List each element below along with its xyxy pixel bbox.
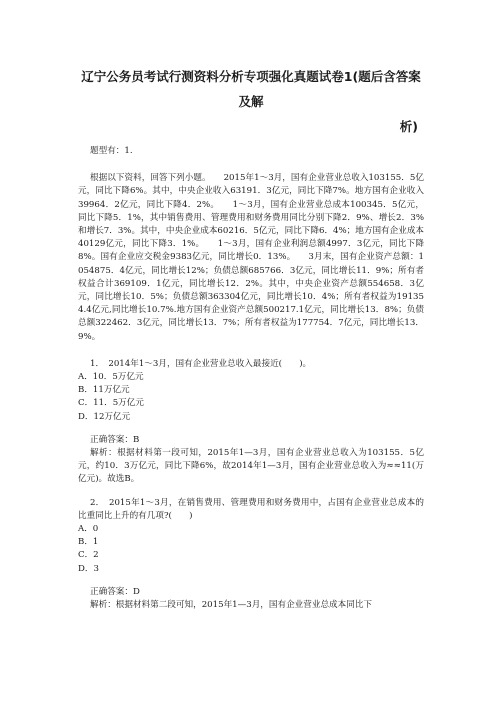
title-line-1: 辽宁公务员考试行测资料分析专项强化真题试卷1(题后含答案及解: [81, 69, 421, 109]
question-2-analysis: 解析：根据材料第二段可知，2015年1—3月，国有企业营业总成本同比下: [90, 600, 373, 611]
question-2-stem: 2． 2015年1～3月，在销售费用、管理费用和财务费用中，占国有企业营业总成本的比重同比上升的有几项?( ): [78, 497, 424, 521]
question-1: [78, 358, 424, 487]
question-1-option-b: B．11万亿元: [78, 385, 130, 396]
question-1-option-a: A．10．5万亿元: [78, 372, 144, 383]
question-2-answer: 正确答案：D: [90, 586, 140, 597]
material-paragraph: 根据以下资料，回答下列小题。 2015年1～3月，国有企业营业总收入103155．5亿元，同比下降6%。其中，中央企业收入63191．3亿元，同比下降7%。地方国有企业收入39964．2亿元，同比下降4．2%。 1～3月，国有企业营业总成本100345．5亿元，同比下降5．1%，其中销售费用、管理费用和财务费用同比分别下降2．9%、增长2．3%和增长7．3%。其中，中央企业成本60216．5亿元，同比下降6．4%；地方国有企业成本40129亿元，同比下降3．1%。 1～3月，国有企业利润总额4997．3亿元，同比下降8%。国有企业应交税金9383亿元，同比增长0．13%。 3月末，国有企业资产总额：1054875．4亿元，同比增长12%；负债总额685766．3亿元，同比增长11．9%；所有者权益合计369109．1亿元，同比增长12．2%。其中，中央企业资产总额554658．3亿元，同比增长10．5%；负债总额363304亿元，同比增长10．4%；所有者权益为191354.4亿元,同比增长10.7%.地方国有企业资产总额500217.1亿元，同比增长13．8%；负债总额322462．3亿元，同比增长13．7%；所有者权益为177754．7亿元，同比增长13．9%。: [78, 173, 425, 342]
question-2-option-a: A．0: [78, 524, 99, 535]
question-1-stem: 1． 2014年1～3月，国有企业营业总收入最接近( )。: [90, 358, 312, 369]
question-1-option-c: C．11．5万亿元: [78, 398, 144, 409]
question-1-answer: 正确答案：B: [90, 434, 140, 445]
question-1-analysis: 解析：根据材料第一段可知，2015年1—3月，国有企业营业总收入为103155．5亿元，约10．3万亿元，同比下降6%，故2014年1—3月，国有企业营业总收入为≈≈11(万亿元)。故选B。: [78, 448, 424, 485]
question-1-option-d: D．12万亿元: [78, 411, 131, 422]
title-line-2: 析): [399, 119, 418, 134]
question-2-option-c: C．2: [78, 550, 99, 561]
question-2-option-b: B．1: [78, 537, 99, 548]
question-type: 题型有：1.: [90, 146, 133, 156]
question-2: [78, 497, 424, 613]
document-title: [78, 64, 424, 139]
question-2-option-d: D．3: [78, 563, 99, 574]
